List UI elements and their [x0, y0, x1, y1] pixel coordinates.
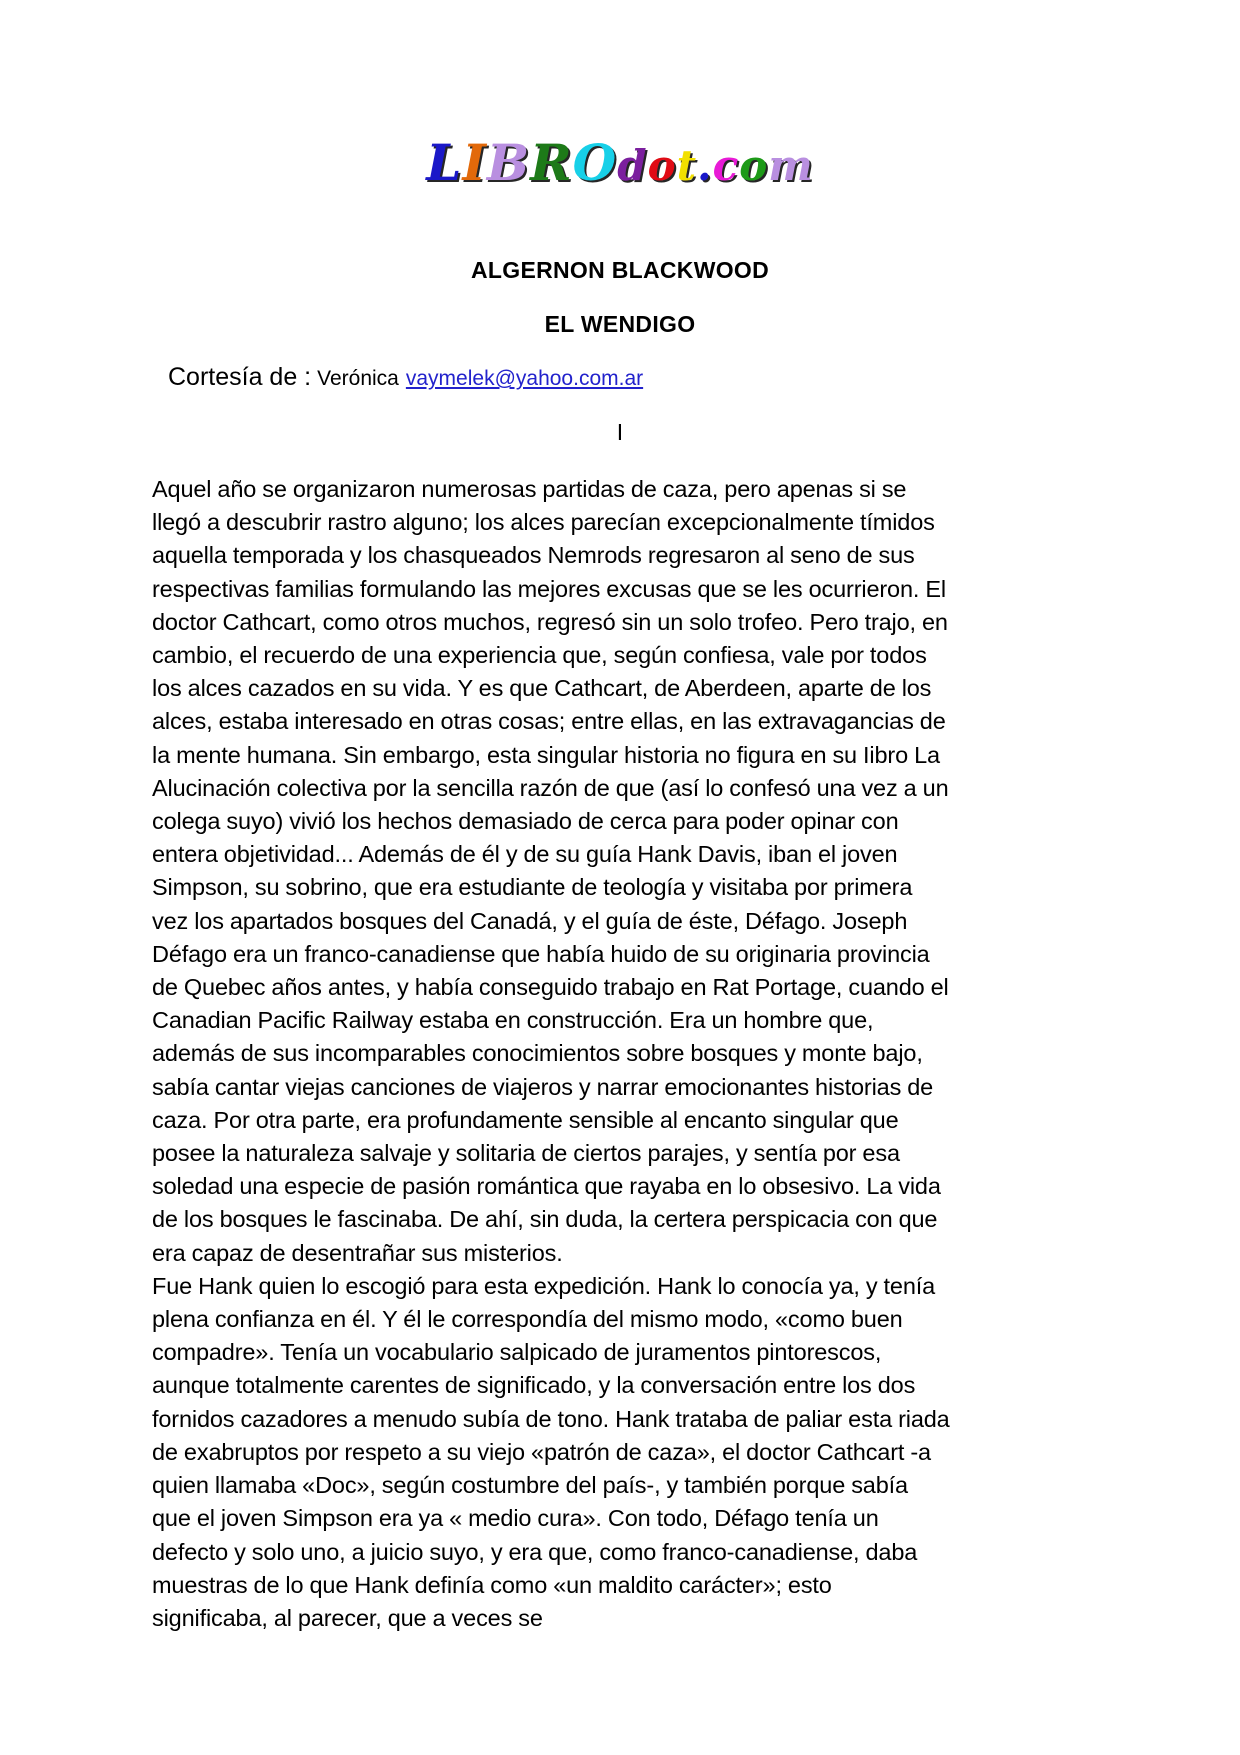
- logo-letter-o: O: [572, 133, 618, 192]
- logo-letter-l: L: [426, 133, 463, 192]
- paragraph-1: Aquel año se organizaron numerosas partidas de caza, pero apenas si se llegó a descubrir rastro alguno; los alces parecían excepcionalmente tímidos aquella temporada y los chasqueados Nemrods regresaron al seno de sus respectivas familias formulando las mejores excusas que se les ocurrieron. El doctor Cathcart, como otros muchos, regresó sin un solo trofeo. Pero trajo, en cambio, el recuerdo de una experiencia que, según confiesa, vale por todos los alces cazados en su vida. Y es que Cathcart, de Aberdeen, aparte de los alces, estaba interesado en otras cosas; entre ellas, en las extravagancias de la mente humana. Sin embargo, esta singular historia no figura en su Iibro La Alucinación colectiva por la sencilla razón de que (así lo confesó una vez a un colega suyo) vivió los hechos demasiado de cerca para poder opinar con entera objetividad... Además de él y de su guía Hank Davis, iban el joven Simpson, su sobrino, que era estudiante de teología y visitaba por primera vez los apartados bosques del Canadá, y el guía de éste, Défago. Joseph Défago era un franco-canadiense que había huido de su originaria provincia de Quebec años antes, y había conseguido trabajo en Rat Portage, cuando el Canadian Pacific Railway estaba en construcción. Era un hombre que, además de sus incomparables conocimientos sobre bosques y monte bajo, sabía cantar viejas canciones de viajeros y narrar emocionantes historias de caza. Por otra parte, era profundamente sensible al encanto singular que posee la naturaleza salvaje y solitaria de ciertos parajes, y sentía por esa soledad una especie de pasión romántica que rayaba en lo obsesivo. La vida de los bosques le fascinaba. De ahí, sin duda, la certera perspicacia con que era capaz de desentrañar sus misterios.: [152, 476, 949, 1266]
- logo-letter-b: B: [486, 133, 531, 192]
- logo-text: [426, 133, 814, 192]
- courtesy-line: [168, 363, 643, 392]
- logo-letter-i: I: [462, 133, 487, 192]
- author-name: ALGERNON BLACKWOOD: [471, 257, 769, 283]
- logo-letter-o2: o: [647, 141, 677, 190]
- logo-letter-c: c: [712, 141, 740, 190]
- logo-letter-d: d: [617, 141, 648, 190]
- page-title: EL WENDIGO: [544, 311, 696, 337]
- courtesy-label: Cortesía de :: [168, 363, 312, 391]
- body-text: [152, 473, 952, 1635]
- logo-letter-m: m: [768, 141, 814, 190]
- logo-letter-r: R: [530, 133, 573, 192]
- courtesy-person: Verónica: [317, 367, 399, 390]
- logo-letter-t: t: [676, 141, 698, 190]
- paragraph-2: Fue Hank quien lo escogió para esta expedición. Hank lo conocía ya, y tenía plena confianza en él. Y él le correspondía del mismo modo, «como buen compadre». Tenía un vocabulario salpicado de juramentos pintorescos, aunque totalmente carentes de significado, y la conversación entre los dos fornidos cazadores a menudo subía de tono. Hank trataba de paliar esta riada de exabruptos por respeto a su viejo «patrón de caza», el doctor Cathcart -a quien llamaba «Doc», según costumbre del país-, y también porque sabía que el joven Simpson era ya « medio cura». Con todo, Défago tenía un defecto y solo uno, a juicio suyo, y era que, como franco-canadiense, daba muestras de lo que Hank definía como «un maldito carácter»; esto significaba, al parecer, que a veces se: [152, 1272, 950, 1631]
- logo-letter-o3: o: [739, 141, 769, 190]
- librodot-logo: [0, 133, 1240, 192]
- courtesy-email-link[interactable]: vaymelek@yahoo.com.ar: [405, 367, 644, 390]
- logo-letter-dot: .: [697, 141, 713, 190]
- section-marker: I: [616, 419, 624, 445]
